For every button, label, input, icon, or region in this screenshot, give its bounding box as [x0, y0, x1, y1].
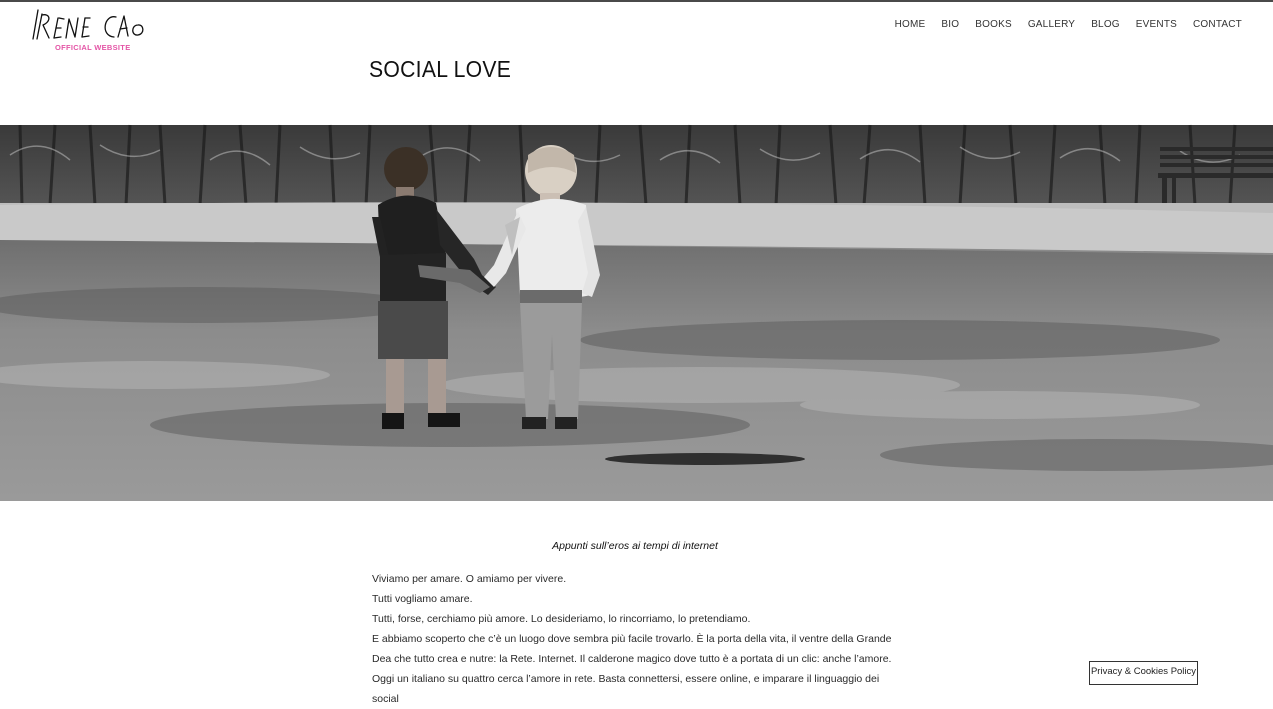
article-paragraph: Tutti, forse, cerchiamo più amore. Lo desideriamo, lo rincorriamo, lo pretendiamo.	[372, 613, 751, 625]
article-paragraph: Tutti vogliamo amare.	[372, 593, 473, 605]
nav-bio[interactable]: BIO	[941, 19, 960, 30]
nav-books[interactable]: BOOKS	[975, 19, 1012, 30]
nav-events[interactable]: EVENTS	[1135, 19, 1177, 30]
article-subtitle: Appunti sull’eros ai tempi di internet	[552, 540, 718, 552]
logo-signature-icon	[30, 6, 150, 44]
article-paragraph: Viviamo per amare. O amiamo per vivere.	[372, 573, 567, 585]
nav-blog[interactable]: BLOG	[1091, 19, 1120, 30]
privacy-cookies-button[interactable]: Privacy & Cookies Policy	[1089, 661, 1198, 685]
article-body	[372, 569, 902, 709]
article-paragraph: E abbiamo scoperto che c’è un luogo dove sembra più facile trovarlo. È la porta della vita, il ventre della Grande Dea che tutto crea e nutre: la Rete. Internet. Il calderone magico dove tutto è a portata di un clic: anche l’amore.	[372, 633, 892, 665]
site-logo[interactable]	[30, 6, 150, 52]
photo-children-holding-hands-icon	[0, 125, 1273, 501]
logo-subtitle: OFFICIAL WEBSITE	[55, 43, 131, 52]
nav-gallery[interactable]: GALLERY	[1027, 19, 1076, 30]
page-title: SOCIAL LOVE	[369, 56, 512, 82]
nav-home[interactable]: HOME	[894, 19, 926, 30]
nav-contact[interactable]: CONTACT	[1193, 19, 1242, 30]
main-nav	[895, 19, 1242, 30]
article-paragraph: Oggi un italiano su quattro cerca l’amore in rete. Basta connettersi, essere online, e imparare il linguaggio dei social	[372, 673, 880, 705]
hero-image	[0, 125, 1273, 501]
